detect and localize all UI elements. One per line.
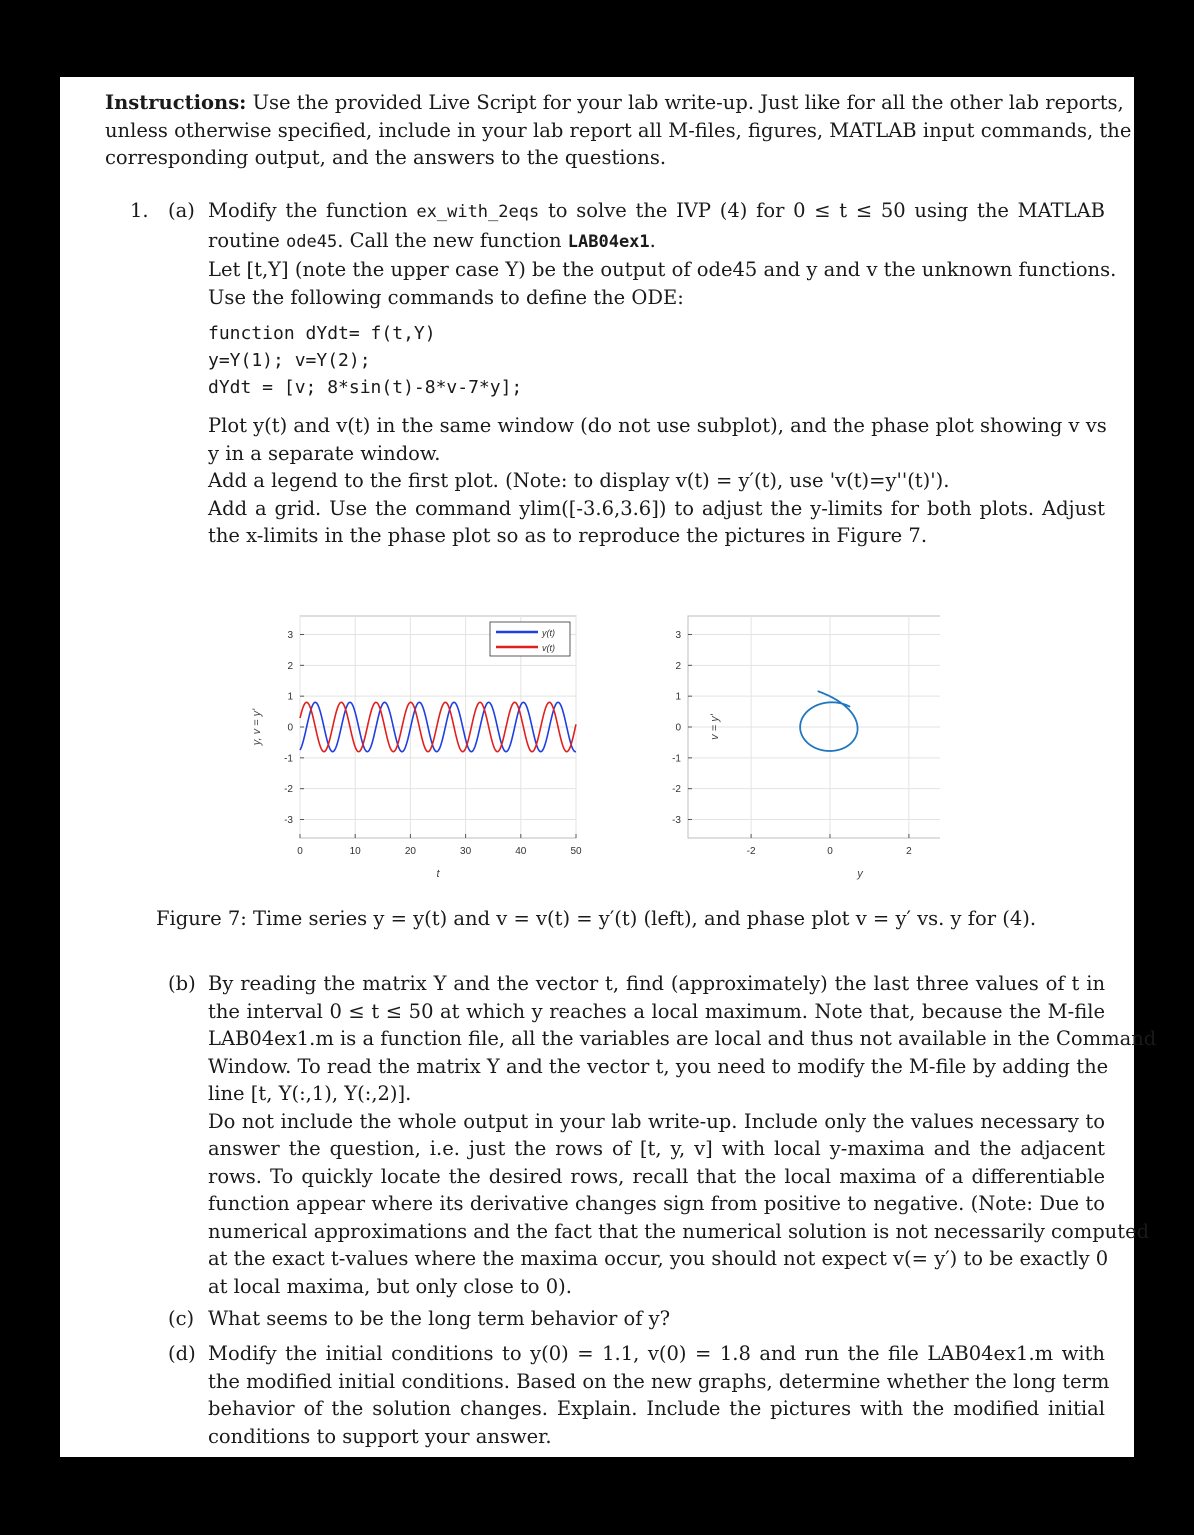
figure-7: [240, 602, 940, 902]
phase-tick-label-y: 3: [675, 630, 681, 641]
phase-plot: [672, 616, 940, 880]
instructions-paragraph: [105, 89, 1132, 172]
instructions-label: Instructions:: [105, 91, 247, 114]
function-name: ex_with_2eqs: [416, 202, 540, 222]
legend-label-v: v(t): [542, 643, 555, 653]
part-a-line2-mid: . Call the new function: [337, 228, 562, 252]
part-b-line: rows. To quickly locate the desired rows, recall that the local maxima of a differentiable: [208, 1164, 1105, 1188]
time-series-tick-label-x: 40: [515, 846, 527, 857]
x-axis-label: y: [857, 868, 863, 880]
new-function-name: LAB04ex1: [567, 231, 650, 252]
instructions-line: Use the provided Live Script for your lab write-up. Just like for all the other lab reports,: [252, 91, 1124, 114]
code-line: dYdt = [v; 8*sin(t)-8*v-7*y];: [208, 377, 523, 398]
plot-instruction-line: y in a separate window.: [208, 441, 441, 465]
time-series-tick-label-x: 50: [570, 846, 582, 857]
time-series-tick-label-x: 10: [349, 846, 361, 857]
part-a-line: Let [t,Y] (note the upper case Y) be the output of ode45 and y and v the unknown functions.: [208, 258, 1117, 281]
phase-tick-label-y: 0: [675, 722, 681, 734]
part-b-line: at local maxima, but only close to 0).: [208, 1274, 572, 1298]
part-a-label: (a): [168, 199, 195, 222]
part-a-line: Use the following commands to define the ODE:: [208, 285, 684, 309]
phase-tick-label-y: 1: [675, 691, 681, 703]
phase-tick-label-x: -2: [746, 846, 756, 857]
part-b-line: By reading the matrix Y and the vector t, find (approximately) the last three values of t in: [208, 972, 1105, 995]
part-a-line1-pre: Modify the function: [208, 199, 408, 222]
part-c-label: (c): [168, 1307, 195, 1330]
time-series-plot: [251, 616, 582, 880]
time-series-tick-label-y: 0: [287, 722, 293, 734]
part-a-line2-end: .: [649, 228, 656, 252]
part-b-line: Window. To read the matrix Y and the vector t, you need to modify the M-file by adding the: [208, 1054, 1109, 1078]
time-series-tick-label-y: 3: [287, 630, 293, 641]
phase-tick-label-x: 0: [827, 846, 833, 857]
figure-caption: Figure 7: Time series y = y(t) and v = v(t) = y′(t) (left), and phase plot v = y′ vs. y for (4).: [156, 907, 1037, 930]
question-number: 1.: [130, 199, 149, 222]
part-b-line: line [t, Y(:,1), Y(:,2)].: [208, 1082, 412, 1105]
plot-instruction-line: Plot y(t) and v(t) in the same window (do not use subplot), and the phase plot showing v vs: [208, 414, 1107, 437]
part-b-line: numerical approximations and the fact that the numerical solution is not necessarily computed: [208, 1219, 1150, 1243]
part-b-line: the interval 0 ≤ t ≤ 50 at which y reaches a local maximum. Note that, because the M-file: [208, 999, 1105, 1023]
part-b-line: LAB04ex1.m is a function file, all the variables are local and thus not available in the Command: [208, 1027, 1157, 1050]
part-a-line1-post: to solve the IVP (4) for 0 ≤ t ≤ 50 using the MATLAB: [547, 199, 1105, 222]
part-d-line: Modify the initial conditions to y(0) = 1.1, v(0) = 1.8 and run the file LAB04ex1.m with: [208, 1342, 1105, 1365]
phase-tick-label-x: 2: [906, 846, 912, 857]
instructions-line: corresponding output, and the answers to the questions.: [105, 146, 667, 169]
time-series-tick-label-y: 2: [287, 660, 293, 672]
part-b-line: answer the question, i.e. just the rows of [t, y, v] with local y-maxima and the adjacent: [208, 1137, 1105, 1160]
y-axis-label: v = y': [709, 714, 721, 740]
plot-instructions: [208, 412, 1105, 550]
part-b-label: (b): [168, 972, 196, 995]
code-line: y=Y(1); v=Y(2);: [208, 350, 371, 371]
legend-box: [490, 622, 570, 656]
legend-label-y: y(t): [542, 628, 555, 638]
part-d-line: conditions to support your answer.: [208, 1424, 552, 1448]
part-d-line: the modified initial conditions. Based on the new graphs, determine whether the long term: [208, 1369, 1110, 1393]
document-page: [60, 77, 1157, 1457]
part-b-text: [208, 970, 1157, 1300]
plot-instruction-line: Add a grid. Use the command ylim([-3.6,3.6]) to adjust the y-limits for both plots. Adjust: [208, 496, 1105, 520]
time-series-tick-label-x: 20: [404, 846, 416, 857]
time-series-tick-label-y: -2: [284, 784, 293, 796]
time-series-tick-label-x: 0: [297, 846, 303, 857]
time-series-tick-label-y: 1: [287, 691, 293, 703]
phase-tick-label-y: -3: [672, 815, 681, 826]
phase-tick-label-y: 2: [675, 660, 681, 672]
part-d-text: [208, 1340, 1110, 1450]
part-a-line2-pre: routine: [208, 228, 280, 252]
part-b-line: Do not include the whole output in your lab write-up. Include only the values necessary to: [208, 1109, 1105, 1133]
phase-tick-label-y: -2: [672, 784, 681, 796]
part-d-label: (d): [168, 1342, 196, 1365]
time-series-tick-label-x: 30: [460, 846, 472, 857]
part-d-line: behavior of the solution changes. Explain. Include the pictures with the modified initial: [208, 1397, 1105, 1420]
part-a-text: [208, 197, 1117, 311]
legend: [490, 622, 570, 656]
time-series-tick-label-y: -3: [284, 815, 293, 826]
plot-instruction-line: the x-limits in the phase plot so as to reproduce the pictures in Figure 7.: [208, 524, 928, 547]
routine-name: ode45: [286, 231, 338, 252]
phase-tick-label-y: -1: [672, 753, 681, 765]
instructions-line: unless otherwise specified, include in your lab report all M-files, figures, MATLAB input commands, the: [105, 118, 1132, 142]
time-series-tick-label-y: -1: [284, 753, 293, 765]
code-block: [208, 320, 522, 401]
part-b-line: at the exact t-values where the maxima occur, you should not expect v(= y′) to be exactly 0: [208, 1247, 1109, 1270]
x-axis-label: t: [436, 868, 440, 880]
part-b-line: function appear where its derivative changes sign from positive to negative. (Note: Due to: [208, 1192, 1105, 1215]
part-c-text: What seems to be the long term behavior of y?: [208, 1307, 671, 1330]
plot-instruction-line: Add a legend to the first plot. (Note: to display v(t) = y′(t), use 'v(t)=y''(t)').: [208, 469, 950, 492]
y-axis-label: y, v = y': [251, 708, 263, 746]
code-line: function dYdt= f(t,Y): [208, 323, 436, 344]
